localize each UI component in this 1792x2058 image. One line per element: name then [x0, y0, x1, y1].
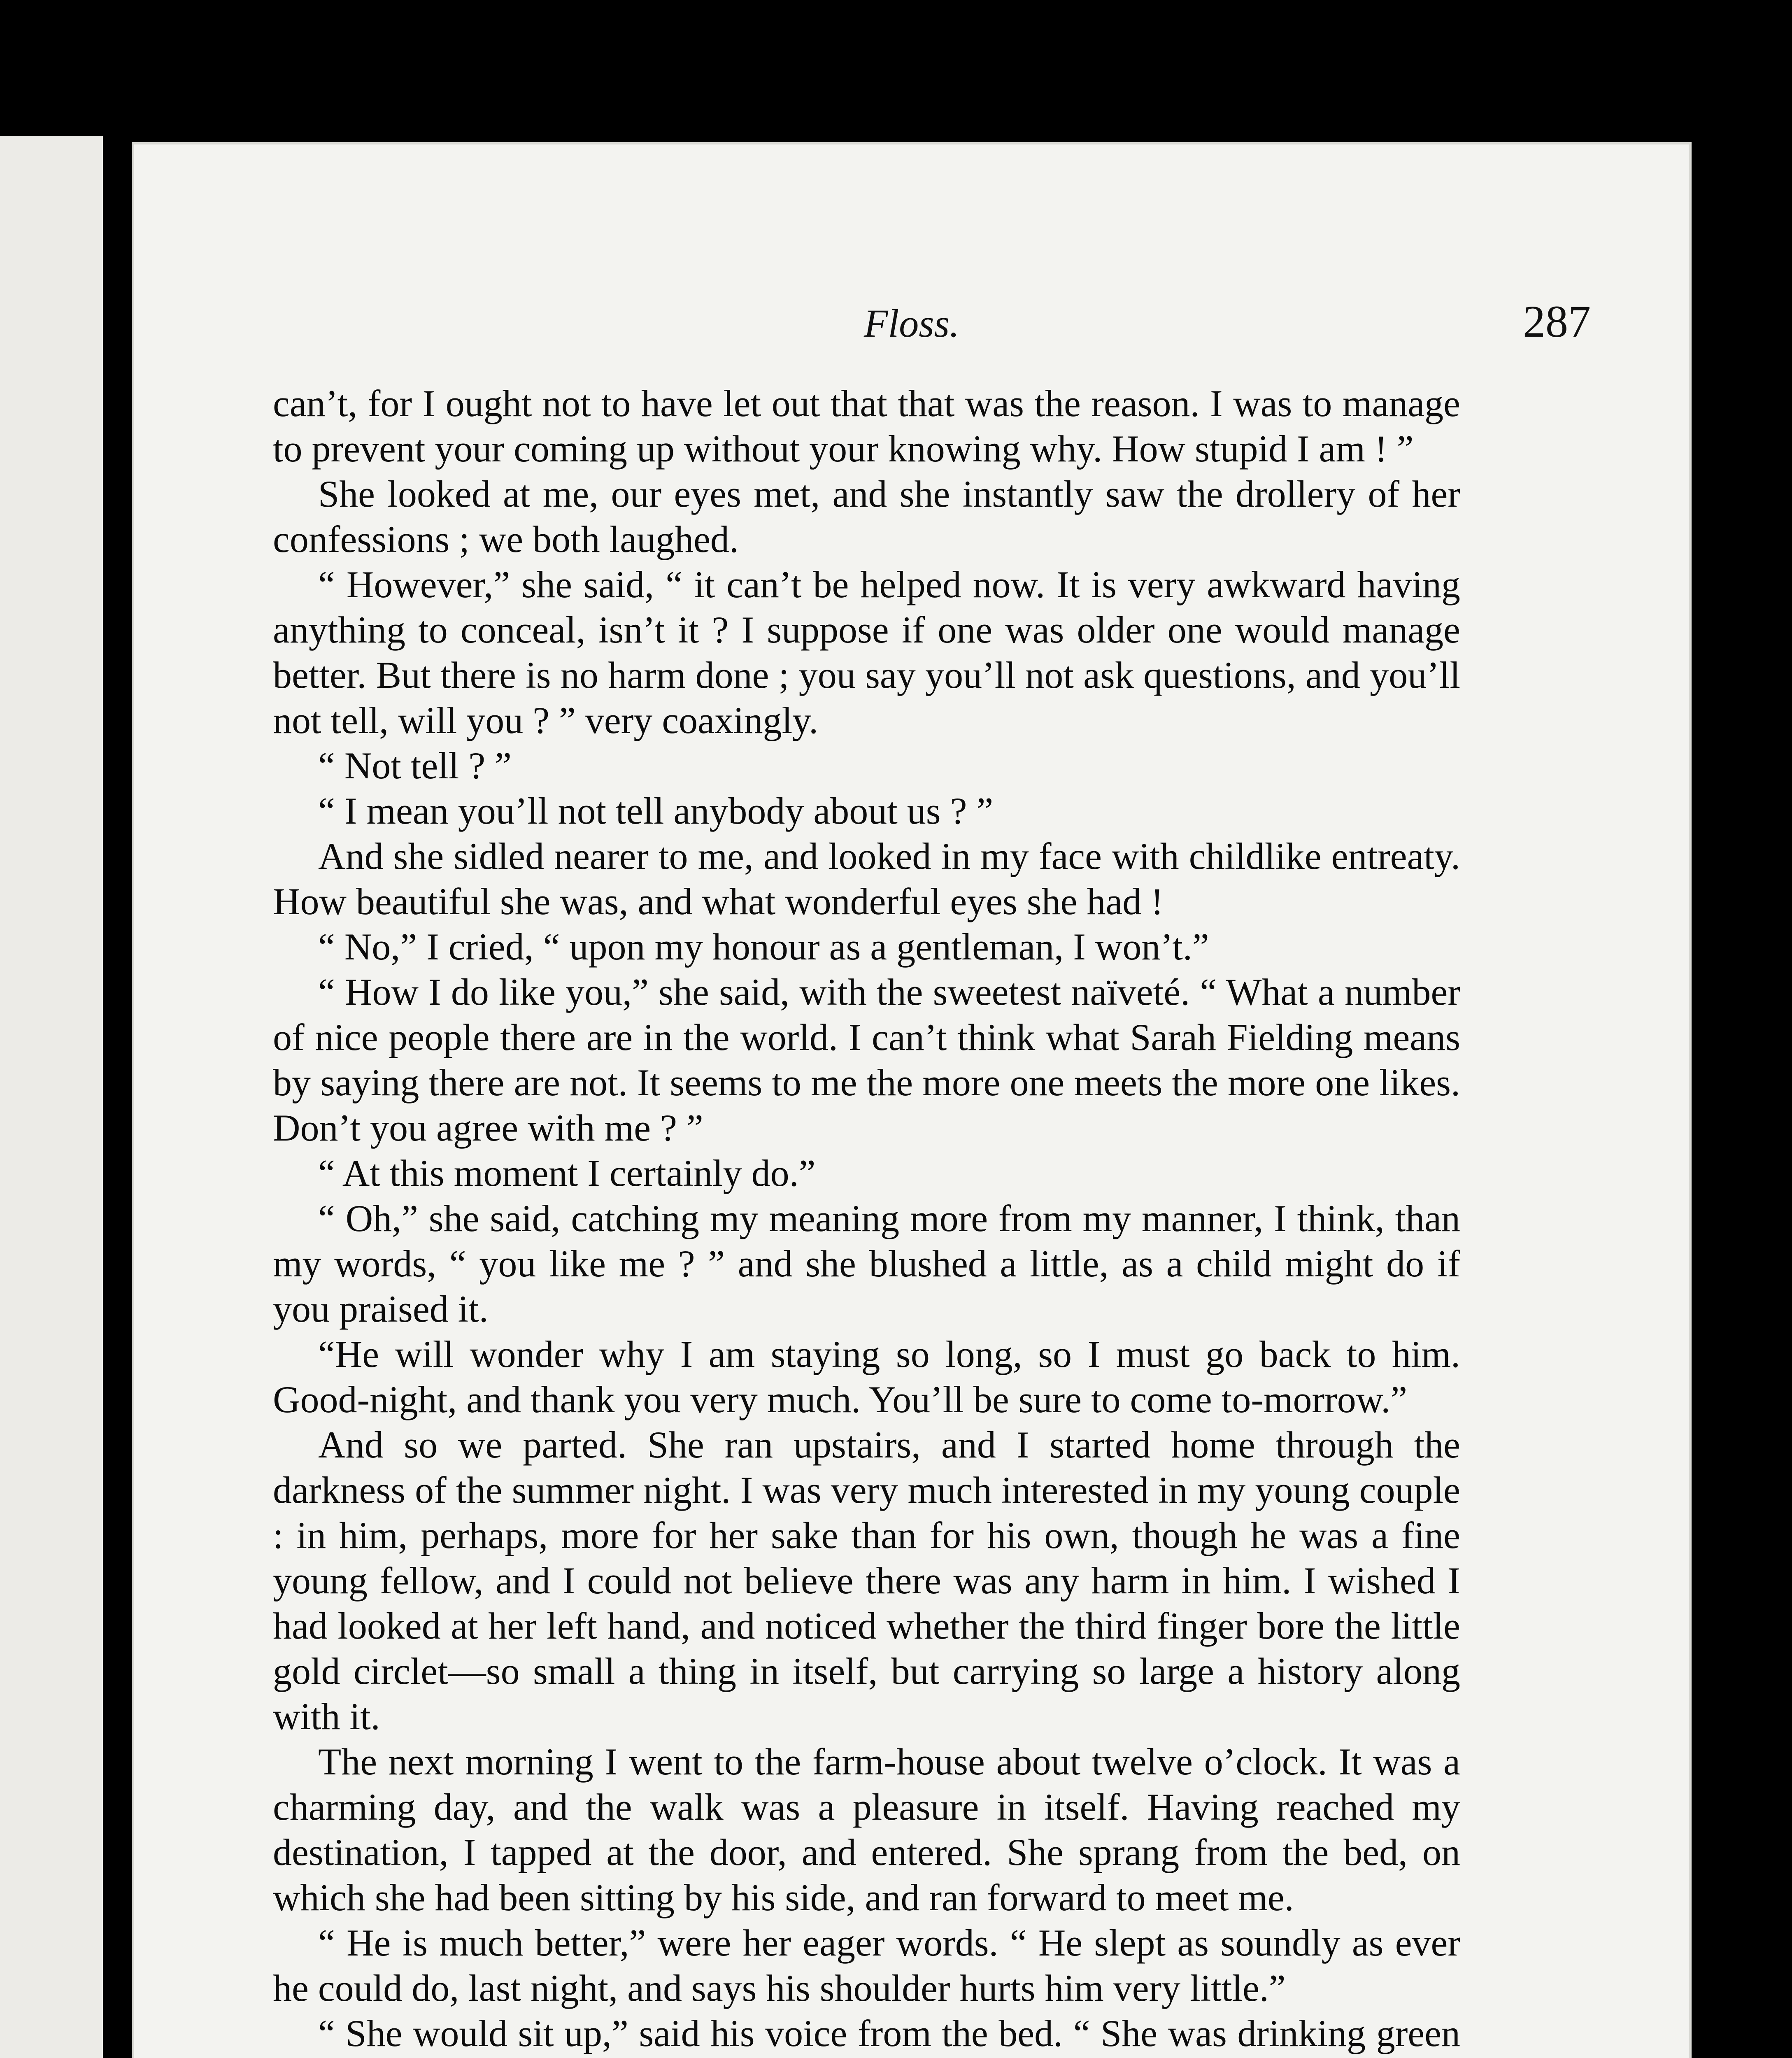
- body-text: [273, 381, 1460, 2058]
- paragraph: “ Not tell ? ”: [318, 745, 512, 787]
- running-title: Floss.: [863, 301, 960, 345]
- paragraph: “ How I do like you,” she said, with the sweetest naïveté. “ What a number of nice people there are in the world. I can’t think what Sarah Fielding means by saying there are not. It seems to me the more one meets the more one likes. Don’t you agree with me ? ”: [273, 971, 1460, 1149]
- paragraph: “ However,” she said, “ it can’t be helped now. It is very awkward having anything to conceal, isn’t it ? I suppose if one was older one would manage better. But there is no harm done ; you say you’ll not ask questions, and you’ll not tell, will you ? ” very coaxingly.: [273, 563, 1460, 741]
- paragraph: “ No,” I cried, “ upon my honour as a gentleman, I won’t.”: [318, 926, 1209, 968]
- paragraph: can’t, for I ought not to have let out that that was the reason. I was to manage to prevent your coming up without your knowing why. How stupid I am ! ”: [273, 382, 1460, 470]
- paragraph: “ I mean you’ll not tell anybody about us ? ”: [318, 790, 994, 832]
- paragraph: The next morning I went to the farm-house about twelve o’clock. It was a charming day, and the walk was a pleasure in itself. Having reached my destination, I tapped at the door, and entered. She sprang from the bed, on which she had been sitting by his side, and ran forward to meet me.: [273, 1741, 1460, 1918]
- previous-page-edge: [0, 136, 103, 2058]
- paragraph: “ Oh,” she said, catching my meaning more from my manner, I think, than my words, “ you like me ? ” and she blushed a little, as a child might do if you praised it.: [273, 1197, 1460, 1330]
- paragraph: “ At this moment I certainly do.”: [318, 1152, 816, 1194]
- paragraph: “He will wonder why I am staying so long, so I must go back to him. Good-night, and thank you very much. You’ll be sure to come to-morrow.”: [273, 1333, 1460, 1420]
- paragraph: And she sidled nearer to me, and looked in my face with childlike entreaty. How beautiful she was, and what wonderful eyes she had !: [273, 835, 1460, 922]
- running-head: [132, 296, 1692, 362]
- book-page: [132, 142, 1692, 2058]
- paragraph: She looked at me, our eyes met, and she instantly saw the drollery of her confessions ; we both laughed.: [273, 473, 1460, 560]
- page-number: 287: [1523, 296, 1591, 347]
- paragraph: “ He is much better,” were her eager words. “ He slept as soundly as ever he could do, last night, and says his shoulder hurts him very little.”: [273, 1922, 1460, 2009]
- paragraph: And so we parted. She ran upstairs, and I started home through the darkness of the summer night. I was very much interested in my young couple : in him, perhaps, more for her sake than for his own, though he was a fine young fellow, and I could not believe there was any harm in him. I wished I had looked at her left hand, and noticed whether the third finger bore the little gold circlet—so small a thing in itself, but carrying so large a history along with it.: [273, 1424, 1460, 1737]
- paragraph: “ She would sit up,” said his voice from the bed. “ She was drinking green: [318, 2012, 1460, 2054]
